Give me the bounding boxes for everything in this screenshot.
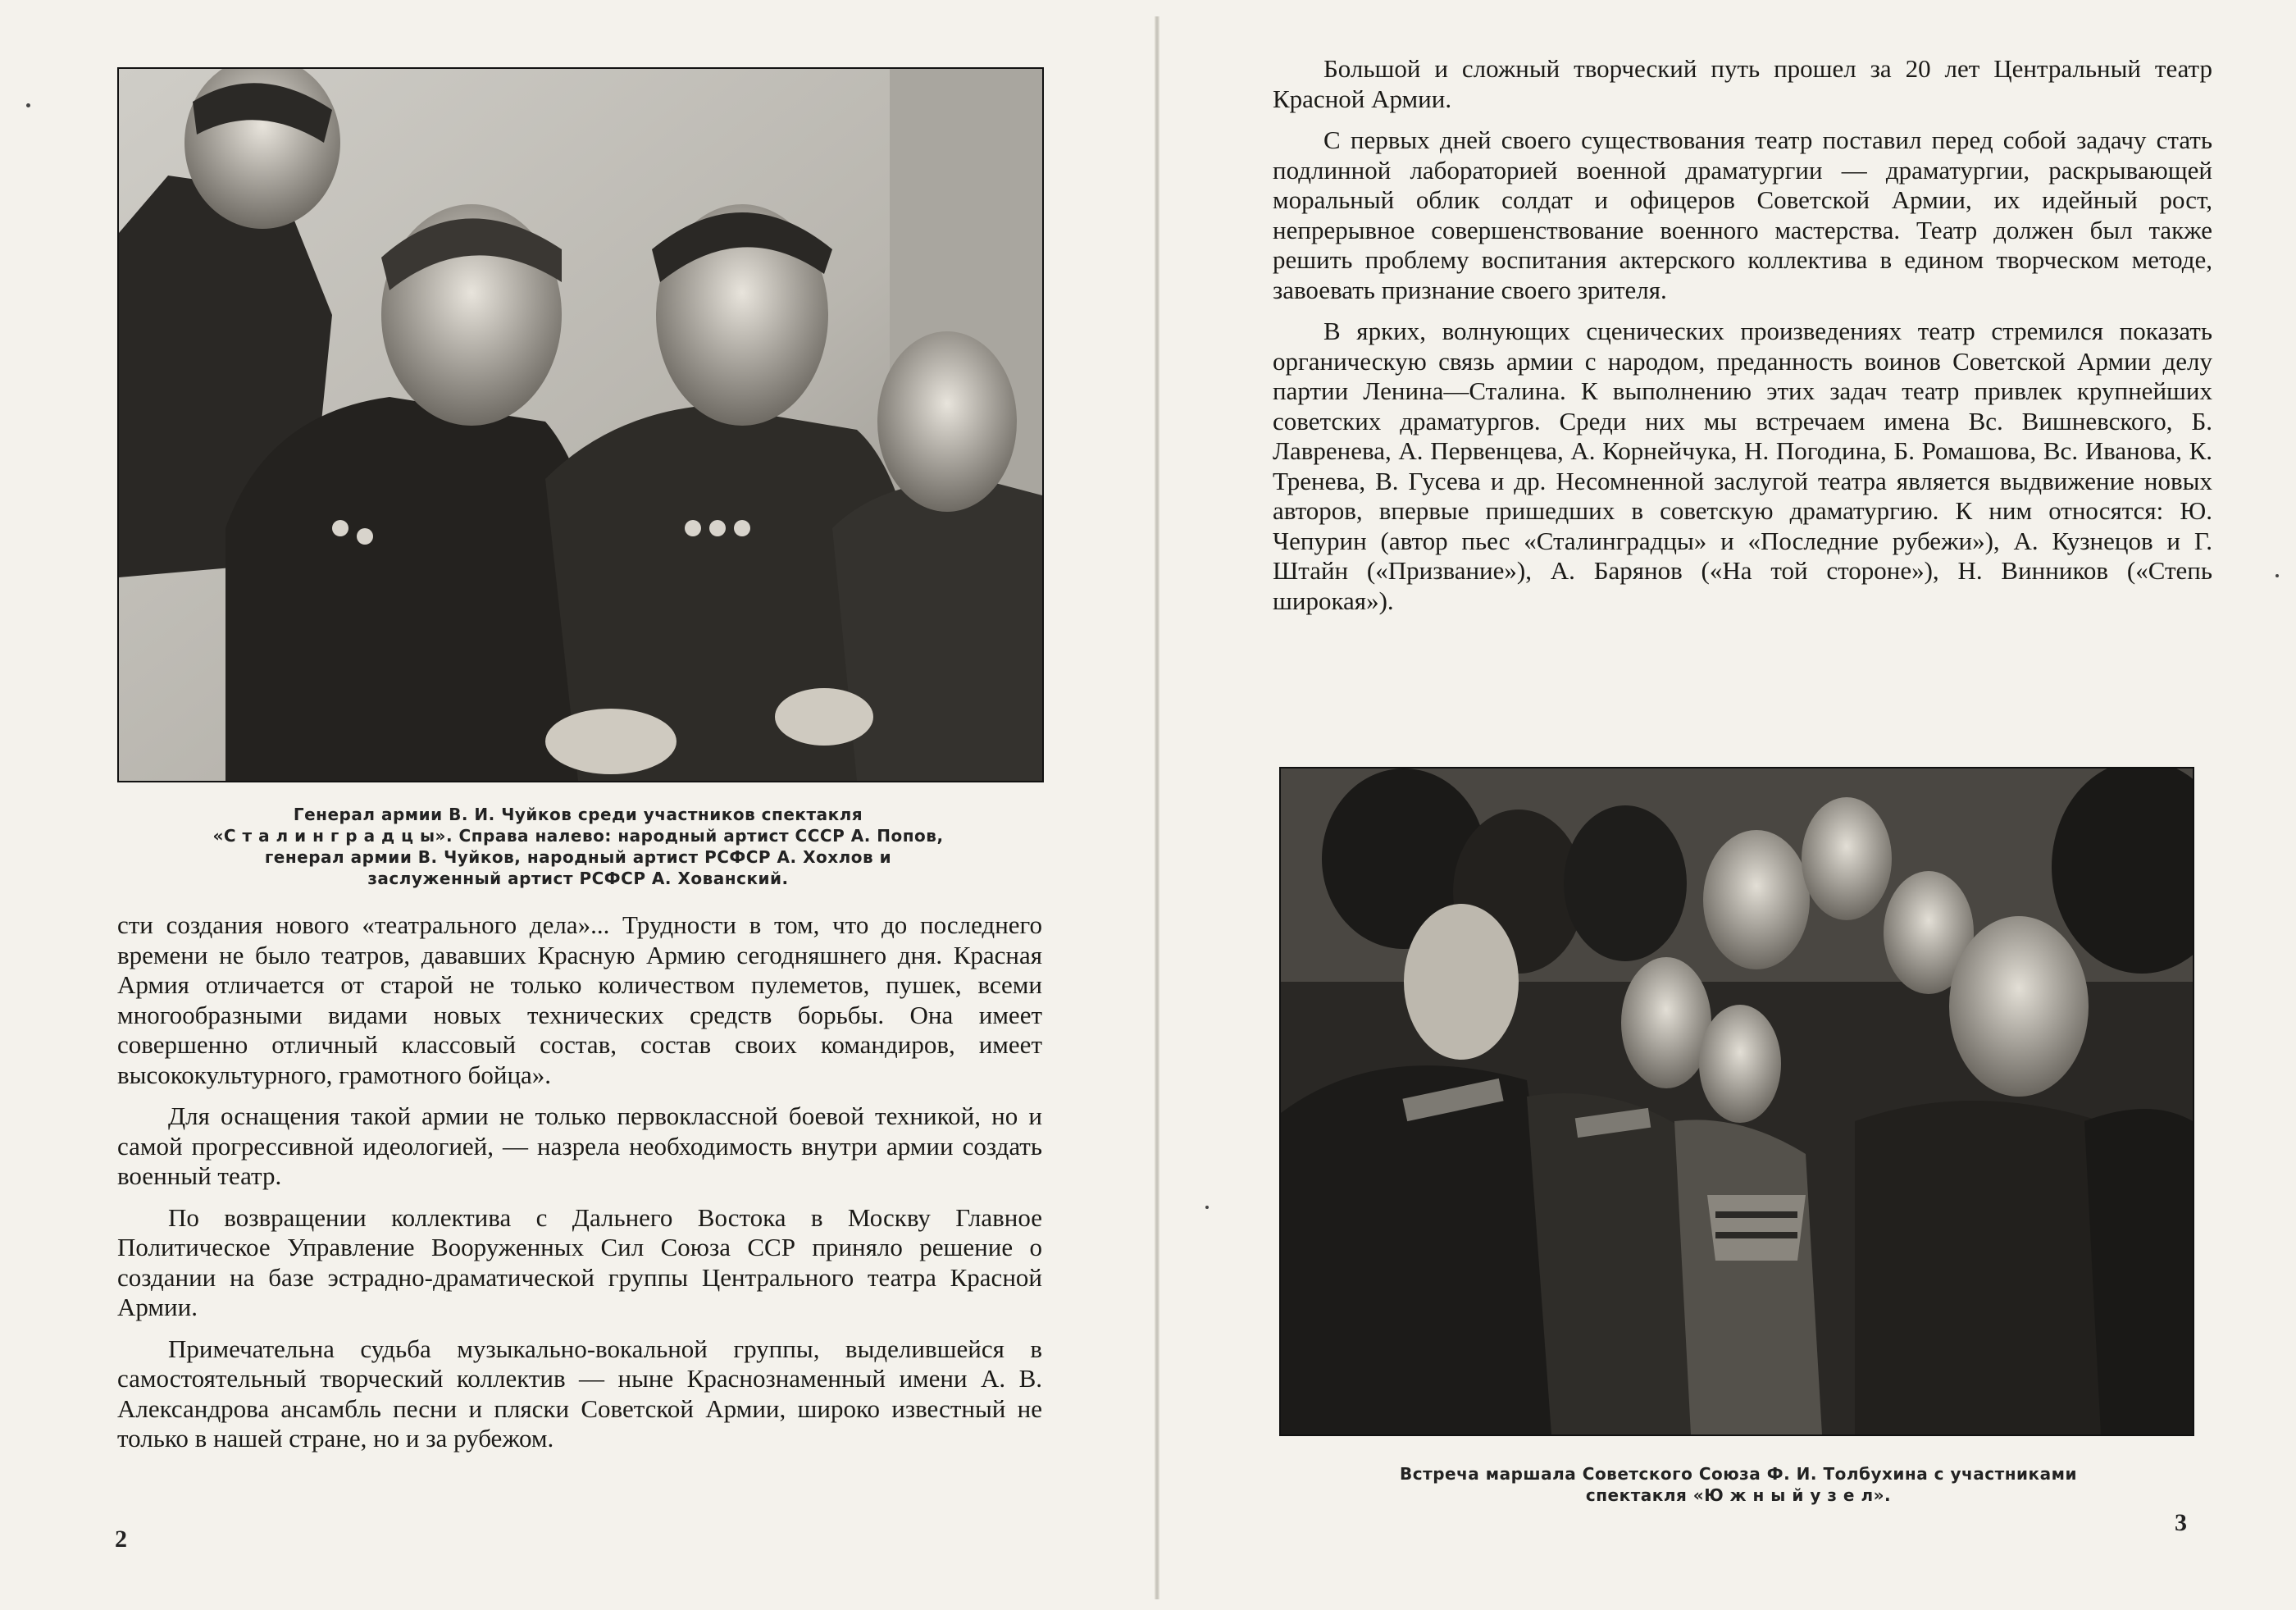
left-photo-illustration bbox=[119, 69, 1042, 781]
left-caption-line-3: генерал армии В. Чуйков, народный артист РСФСР А. Хохлов и bbox=[264, 847, 892, 867]
left-photo bbox=[117, 67, 1044, 782]
right-caption-line-1: Встреча маршала Советского Союза Ф. И. Толбухина с участниками bbox=[1400, 1464, 2077, 1484]
left-paragraph-1: сти создания нового «театрального дела»... Трудности в том, что до последнего времени не было театров, дававших Красную Армию сегодняшнего дня. Красная Армия отличается от старой не только количеством пулеметов, пушек, всеми многообразными видами новых технических средств борьбы. Она имеет совершенно отличный классовый состав, состав своих командиров, имеет высококультурного, грамотного бойца». bbox=[117, 910, 1042, 1089]
right-photo-illustration bbox=[1281, 769, 2193, 1434]
right-page bbox=[1164, 0, 2296, 1610]
left-paragraph-2: Для оснащения такой армии не только первоклассной боевой техникой, но и самой прогрессивной идеологией, — назрела необходимость внутри армии создать военный театр. bbox=[117, 1101, 1042, 1190]
right-page-number: 3 bbox=[2175, 1509, 2187, 1536]
right-body-text bbox=[1273, 54, 2212, 627]
right-paragraph-3: В ярких, волнующих сценических произведениях театр стремился показать органическую связь армии с народом, преданность воинов Советской Армии делу партии Ленина—Сталина. К выполнению этих задач театр привлек крупнейших советских драматургов. Среди них мы встречаем имена Вс. Вишневского, Б. Лавренева, А. Первенцева, А. Корнейчука, Н. Погодина, Б. Ромашова, Вс. Иванова, К. Тренева, В. Гусева и др. Несомненной заслугой театра является выдвижение новых авторов, впервые пришедших в советскую драматургию. К ним относятся: Ю. Чепурин (автор пьес «Сталинградцы» и «Последние рубежи»), А. Кузнецов и Г. Штайн («Призвание»), А. Барянов («На той стороне»), Н. Винников («Степь широкая»). bbox=[1273, 317, 2212, 615]
left-caption-line-1: Генерал армии В. И. Чуйков среди участников спектакля bbox=[293, 805, 863, 824]
left-page-number: 2 bbox=[115, 1526, 127, 1553]
scan-speck bbox=[1205, 1206, 1209, 1209]
left-paragraph-3: По возвращении коллектива с Дальнего Востока в Москву Главное Политическое Управление Вооруженных Сил Союза ССР приняло решение о создании на базе эстрадно-драматической группы Центрального театра Красной Армии. bbox=[117, 1202, 1042, 1321]
right-caption-line-2: спектакля «Ю ж н ы й у з е л». bbox=[1585, 1485, 1892, 1505]
left-paragraph-4: Примечательна судьба музыкально-вокальной группы, выделившейся в самостоятельный творческий коллектив — ныне Краснознаменный имени А. В. Александрова ансамбль песни и пляски Советской Армии, широко известный не только в нашей стране, но и за рубежом. bbox=[117, 1334, 1042, 1453]
right-paragraph-2: С первых дней своего существования театр поставил перед собой задачу стать подлинной лабораторией военной драматургии — драматургии, раскрывающей моральный облик солдат и офицеров Советской Армии, их идейный рост, непрерывное совершенствование военного мастерства. Театр должен был также решить проблему воспитания актерского коллектива в едином творческом методе, завоевать признание своего зрителя. bbox=[1273, 125, 2212, 304]
book-gutter bbox=[1155, 16, 1159, 1599]
left-photo-caption bbox=[156, 804, 1000, 889]
right-paragraph-1: Большой и сложный творческий путь прошел за 20 лет Центральный театр Красной Армии. bbox=[1273, 54, 2212, 113]
left-caption-line-4: заслуженный артист РСФСР А. Хованский. bbox=[367, 869, 789, 888]
left-caption-line-2: «С т а л и н г р а д ц ы». Справа налево: народный артист СССР А. Попов, bbox=[212, 826, 944, 846]
scan-speck bbox=[26, 103, 30, 107]
right-photo bbox=[1279, 767, 2194, 1436]
left-body-text bbox=[117, 910, 1042, 1466]
scan-speck bbox=[2276, 574, 2279, 577]
right-photo-caption bbox=[1296, 1463, 2181, 1506]
